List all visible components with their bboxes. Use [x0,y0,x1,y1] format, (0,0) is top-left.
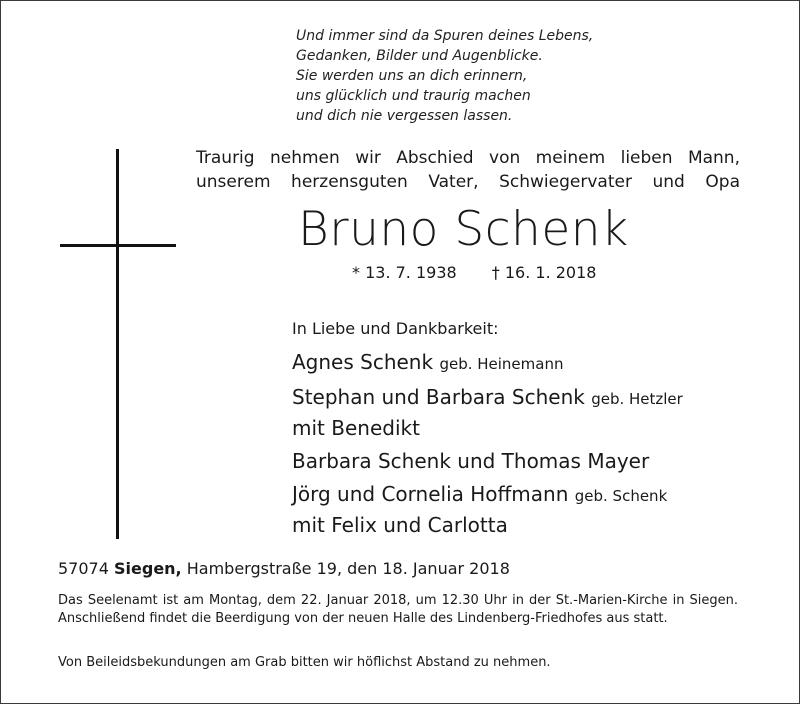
family-lead: In Liebe und Dankbarkeit: [292,319,499,338]
deceased-name: Bruno Schenk [298,202,629,257]
family-member-name: Agnes Schenk [292,350,434,374]
intro-line: unserem herzensguten Vater, Schwiegervater und Opa [196,172,740,192]
family-member-name: Barbara Schenk und Thomas Mayer [292,449,650,473]
service-info: Das Seelenamt ist am Montag, dem 22. Januar 2018, um 12.30 Uhr in der St.-Marien-Kirche in Siegen. Anschließend findet die Beerdigung von der neuen Halle des Lindenberg-Friedhofes aus statt. [58,593,738,626]
intro-text [196,146,740,194]
family-member-note: geb. Heinemann [439,355,564,373]
family-entry-continuation: mit Benedikt [292,416,420,440]
family-list [292,318,683,540]
family-member-note: geb. Schenk [574,487,668,505]
family-member-note: geb. Hetzler [591,390,683,408]
cross-icon-horizontal [60,244,176,247]
poem-line: uns glücklich und traurig machen [296,88,531,104]
family-member-name: Stephan und Barbara Schenk [292,385,585,409]
street-date: Hambergstraße 19, den 18. Januar 2018 [186,559,510,578]
city: Siegen, [114,559,182,578]
address-line [58,558,510,580]
poem-line: Gedanken, Bilder und Augenblicke. [296,48,543,64]
poem-line: Sie werden uns an dich erinnern, [296,68,528,84]
memorial-poem [296,26,593,126]
family-entry [292,447,683,476]
poem-line: Und immer sind da Spuren deines Lebens, [296,28,594,44]
cross-icon-vertical [116,149,119,539]
intro-line: Traurig nehmen wir Abschied von meinem lieben Mann, [196,148,740,168]
death-date: † 16. 1. 2018 [491,263,597,282]
family-entry-continuation: mit Felix und Carlotta [292,513,508,537]
family-entry [292,480,683,511]
family-entry [292,383,683,414]
family-entry [292,348,683,379]
zip-code: 57074 [58,559,109,578]
family-member-name: Jörg und Cornelia Hoffmann [292,482,569,506]
birth-date: * 13. 7. 1938 [352,263,457,282]
condolence-note: Von Beileidsbekundungen am Grab bitten wir höflichst Abstand zu nehmen. [58,655,551,670]
poem-line: und dich nie vergessen lassen. [296,108,513,124]
life-dates [352,262,596,284]
